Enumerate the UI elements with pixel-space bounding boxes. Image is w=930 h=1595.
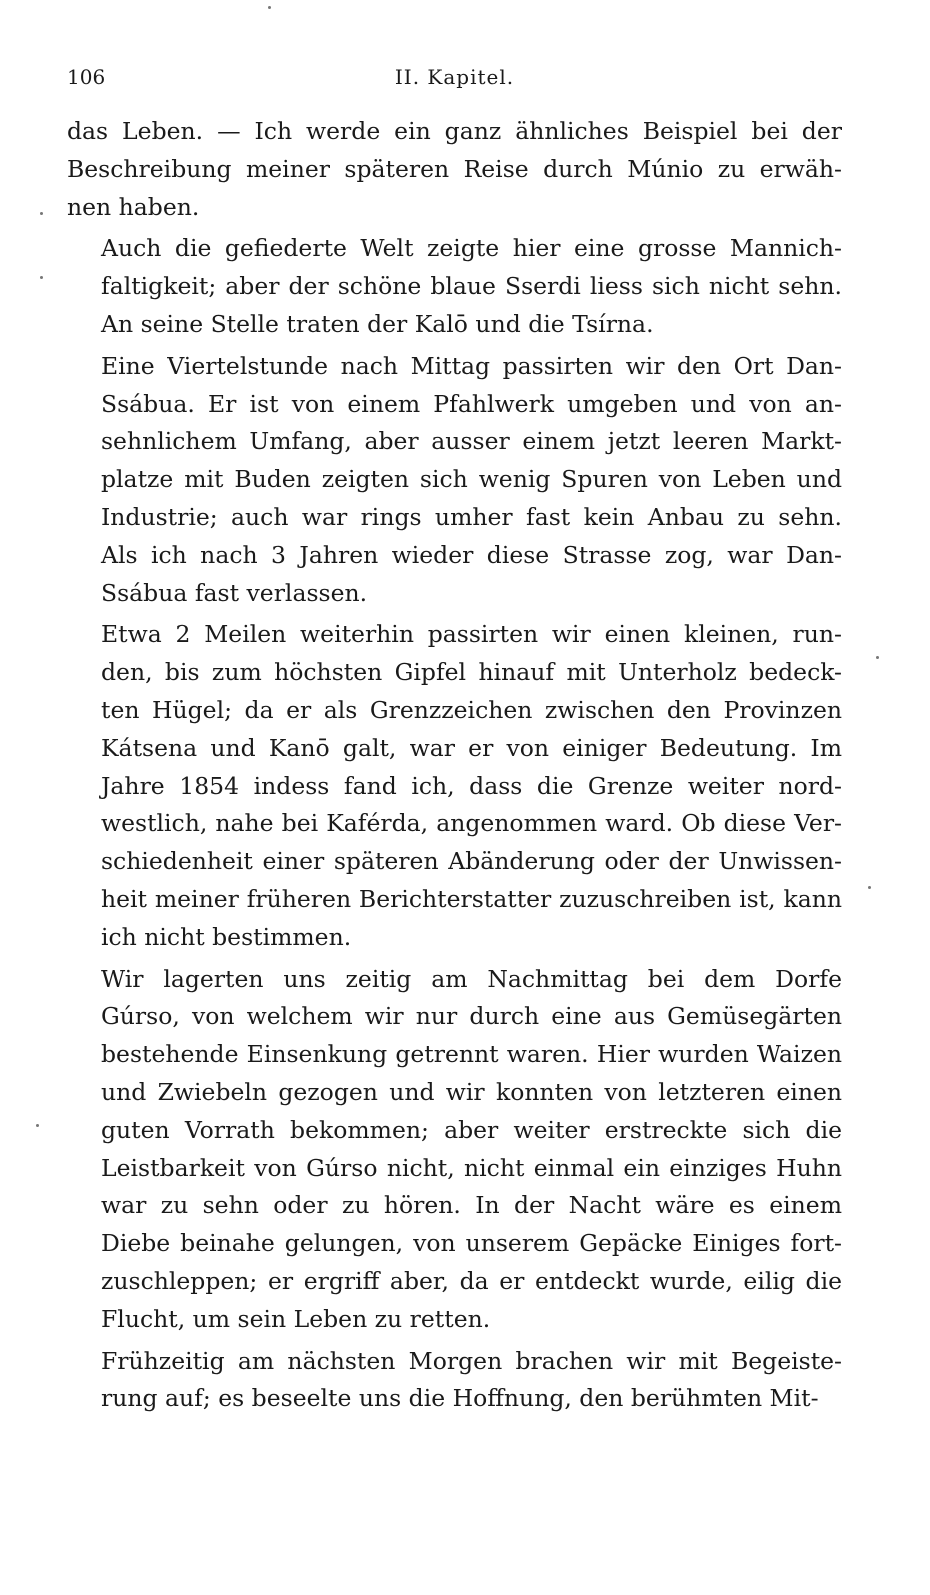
print-speck <box>268 6 271 9</box>
paragraph <box>67 1343 842 1419</box>
text-line: Kátsena und Kanō galt, war er von einiger Bedeutung. Im <box>101 733 842 762</box>
text-line: das Leben. — Ich werde ein ganz ähnliches Beispiel bei der <box>67 117 842 145</box>
text-line: Als ich nach 3 Jahren wieder diese Strasse zog, war Dan- <box>101 540 842 569</box>
text-line: Jahre 1854 indess fand ich, dass die Grenze weiter nord- <box>101 771 842 800</box>
text-line: nen haben. <box>67 192 200 221</box>
print-speck <box>868 886 871 889</box>
print-speck <box>876 656 879 659</box>
text-line: Flucht, um sein Leben zu retten. <box>101 1304 491 1333</box>
print-speck <box>40 276 43 279</box>
text-line: Industrie; auch war rings umher fast kein Anbau zu sehn. <box>101 502 842 531</box>
print-speck <box>40 212 43 215</box>
text-line: schiedenheit einer späteren Abänderung oder der Unwissen- <box>101 847 842 876</box>
text-line: westlich, nahe bei Kaférda, angenommen ward. Ob diese Ver- <box>101 809 842 838</box>
text-line: Ssábua. Er ist von einem Pfahlwerk umgeben und von an- <box>101 389 842 418</box>
text-line: Etwa 2 Meilen weiterhin passirten wir einen kleinen, run- <box>101 620 842 649</box>
text-line: war zu sehn oder zu hören. In der Nacht wäre es einem <box>101 1191 842 1220</box>
text-line: Auch die gefiederte Welt zeigte hier eine grosse Mannich- <box>101 234 842 263</box>
text-line: guten Vorrath bekommen; aber weiter erstreckte sich die <box>101 1115 842 1144</box>
text-line: An seine Stelle traten der Kalō und die Tsírna. <box>101 309 654 338</box>
text-line: ich nicht bestimmen. <box>101 922 352 951</box>
paragraph <box>67 616 842 956</box>
paragraph <box>67 113 842 226</box>
text-line: Wir lagerten uns zeitig am Nachmittag bei dem Dorfe <box>101 964 842 993</box>
body-text <box>67 113 842 1422</box>
page-header <box>67 64 842 90</box>
text-line: Eine Viertelstunde nach Mittag passirten wir den Ort Dan- <box>101 351 842 380</box>
text-line: zuschleppen; er ergriff aber, da er entdeckt wurde, eilig die <box>101 1266 842 1295</box>
page-number: 106 <box>67 65 106 89</box>
paragraph <box>67 230 842 343</box>
text-line: Leistbarkeit von Gúrso nicht, nicht einmal ein einziges Huhn <box>101 1153 842 1182</box>
text-line: Diebe beinahe gelungen, von unserem Gepäcke Einiges fort- <box>101 1229 842 1258</box>
text-line: und Zwiebeln gezogen und wir konnten von letzteren einen <box>101 1077 842 1106</box>
text-line: heit meiner früheren Berichterstatter zuzuschreiben ist, kann <box>101 884 842 913</box>
text-line: faltigkeit; aber der schöne blaue Sserdi liess sich nicht sehn. <box>101 272 842 301</box>
text-line: ten Hügel; da er als Grenzzeichen zwischen den Provinzen <box>101 695 842 724</box>
text-line: Beschreibung meiner späteren Reise durch Múnio zu erwäh- <box>67 154 842 183</box>
text-line: Ssábua fast verlassen. <box>101 578 368 607</box>
text-line: bestehende Einsenkung getrennt waren. Hier wurden Waizen <box>101 1040 842 1069</box>
text-line: Frühzeitig am nächsten Morgen brachen wir mit Begeiste- <box>101 1346 842 1375</box>
running-head: II. Kapitel. <box>394 65 515 89</box>
paragraph <box>67 348 842 613</box>
print-speck <box>36 1124 39 1127</box>
text-line: platze mit Buden zeigten sich wenig Spuren von Leben und <box>101 465 842 494</box>
paragraph <box>67 961 842 1339</box>
text-line: den, bis zum höchsten Gipfel hinauf mit Unterholz bedeck- <box>101 658 842 687</box>
text-line: rung auf; es beseelte uns die Hoffnung, den berühmten Mit- <box>101 1384 819 1413</box>
text-line: Gúrso, von welchem wir nur durch eine aus Gemüsegärten <box>101 1002 842 1031</box>
text-line: sehnlichem Umfang, aber ausser einem jetzt leeren Markt- <box>101 427 842 456</box>
